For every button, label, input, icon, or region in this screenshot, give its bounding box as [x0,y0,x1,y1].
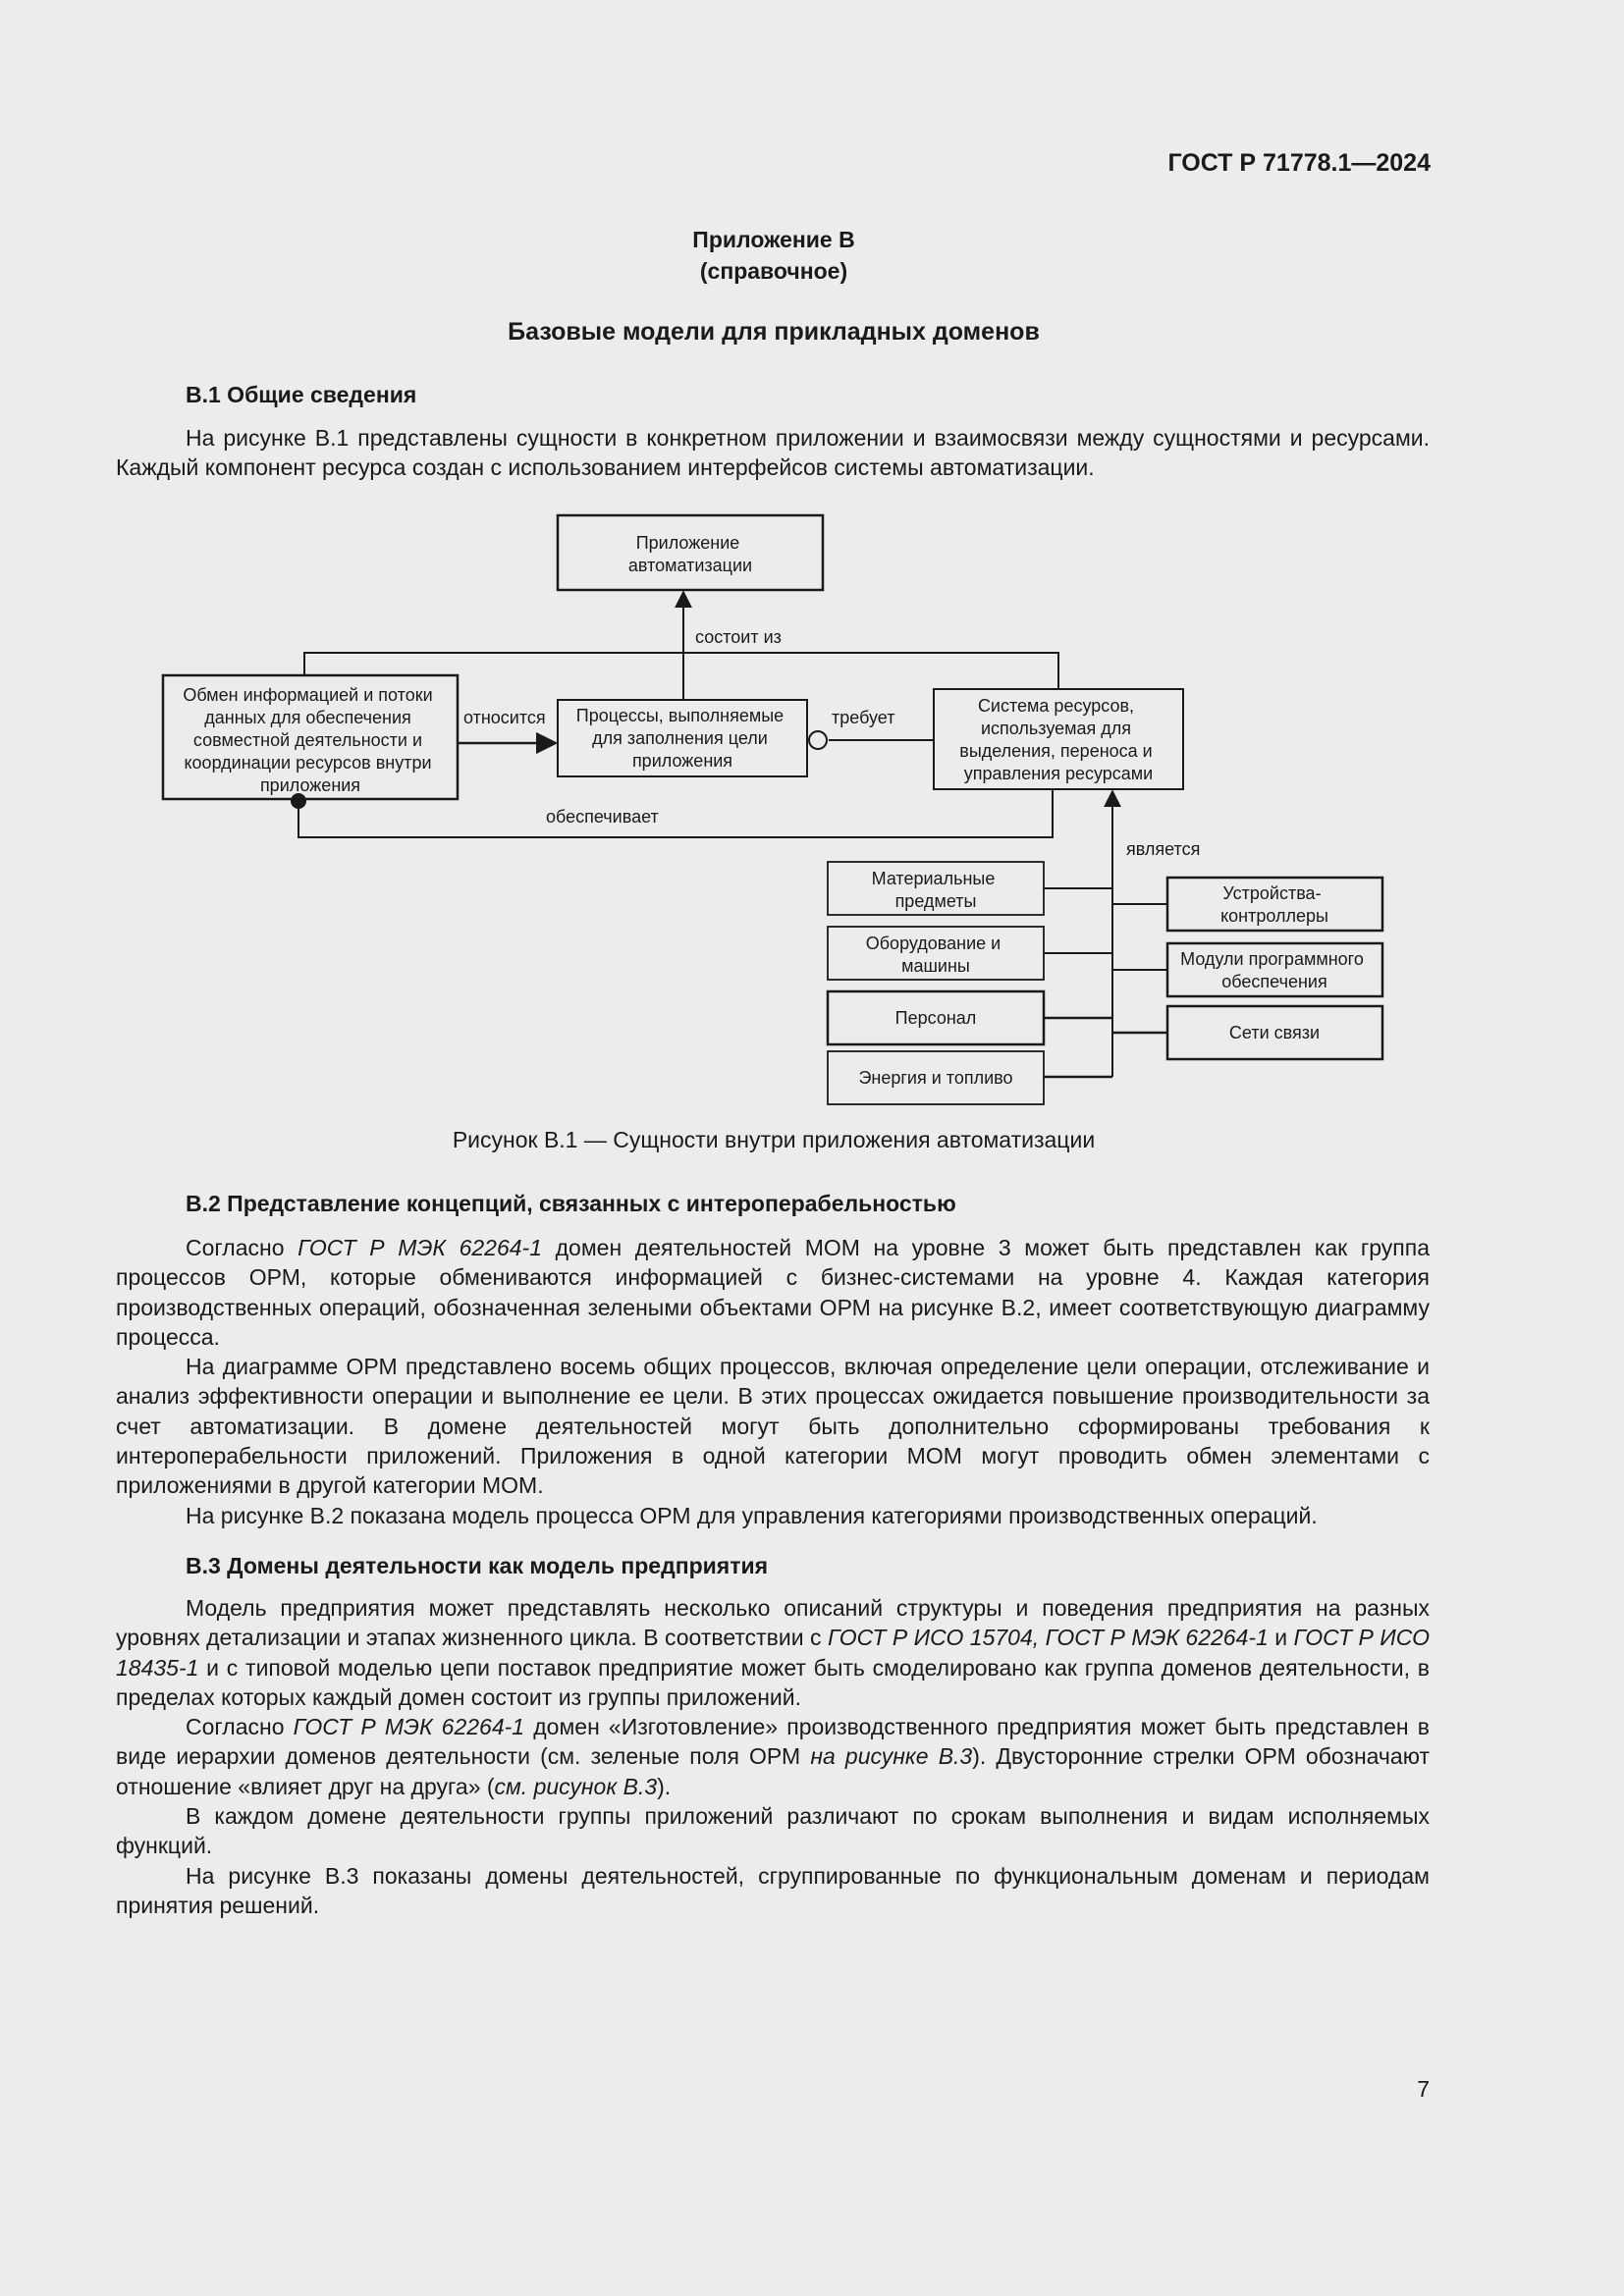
annex-subtitle: (справочное) [699,258,848,284]
paragraph: Модель предприятия может представлять несколько описаний структуры и поведения предприятия на разных уровнях детализации и этапах жизненного цикла. В соответствии с ГОСТ Р ИСО 15704, ГОСТ Р МЭК 62264-1 и ГОСТ Р ИСО 18435-1 и с типовой моделью цепи поставок предприятие может быть смоделировано как группа доменов деятельности, в пределах которых каждый домен состоит из группы приложений. [116,1595,1430,1710]
paragraph: Согласно ГОСТ Р МЭК 62264-1 домен «Изготовление» производственного предприятия может быть представлен в виде иерархии доменов деятельности (см. зеленые поля ОРМ на рисунке В.3). Двусторонние стрелки ОРМ обозначают отношение «влияет друг на друга» (см. рисунок В.3). [116,1714,1430,1799]
connector-provides [298,789,1053,837]
paragraph: На рисунке В.3 показаны домены деятельностей, сгруппированные по функциональным доменам и периодам принятия решений. [116,1862,1430,1918]
standard-reference: ГОСТ Р ИСО 15704, ГОСТ Р МЭК 62264-1 [827,1625,1269,1651]
label-is-a: является [1126,839,1201,859]
text-controllers: Устройства- контроллеры [1220,883,1328,926]
figure-reference: на рисунке В.3 [810,1743,973,1770]
text-resource-system: Система ресурсов, используемая для выделения, переноса и управления ресурсами [959,696,1154,783]
annex-title: Приложение В [692,227,855,252]
page-number: 7 [1417,2076,1430,2102]
paragraph: На рисунке В.2 показана модель процесса ОРМ для управления категориями производственных операций. [186,1502,1318,1528]
section-b3-text [116,1593,1430,1920]
box-automation-app [558,515,823,590]
text-automation-app: Приложение автоматизации [627,533,753,575]
provides-filled-dot [291,793,306,809]
standard-reference: ГОСТ Р МЭК 62264-1 [293,1714,525,1740]
annex-heading: Базовые модели для прикладных доменов [508,318,1040,346]
label-consists-of: состоит из [695,627,782,647]
text-personnel: Персонал [894,1008,977,1028]
paragraph: Согласно ГОСТ Р МЭК 62264-1 домен деятельностей МОМ на уровне 3 может быть представлен как группа процессов ОРМ, которые обмениваются информацией с бизнес-системами на уровне 4. Каждая категория производственных операций, обозначенная зелеными объектами ОРМ на рисунке В.2, имеет соответствующую диаграмму процесса. [116,1235,1430,1350]
section-heading-b3: В.3 Домены деятельности как модель предприятия [186,1553,769,1578]
text-networks: Сети связи [1228,1023,1321,1042]
text-info-exchange: Обмен информацией и потоки данных для обеспечения совместной деятельности и координации ресурсов внутри приложения [183,685,433,795]
standard-reference: ГОСТ Р ИСО 18435-1 [116,1625,1430,1681]
paragraph: На диаграмме ОРМ представлено восемь общих процессов, включая определение цели операции, отслеживание и анализ эффективности операции и выполнение ее цели. В этих процессах ожидается повышение производительности за счет автоматизации. В домене деятельностей могут быть дополнительно сформированы требования к интероперабельности приложений. Приложения в одной категории МОМ могут проводить обмен элементами с приложениями в другой категории МОМ. [116,1354,1430,1499]
paragraph: В каждом домене деятельности группы приложений различают по срокам выполнения и видам исполняемых функций. [116,1803,1430,1859]
text-equipment: Оборудование и машины [865,934,1001,976]
requires-open-circle [809,731,827,749]
label-provides: обеспечивает [546,807,659,827]
standard-reference: ГОСТ Р МЭК 62264-1 [298,1235,542,1260]
section-heading-b1: В.1 Общие сведения [186,382,417,407]
text-material: Материальные предметы [871,869,996,911]
standard-code: ГОСТ Р 71778.1—2024 [1167,149,1431,177]
connector-consists-of [304,653,1058,689]
text-software: Модули программного обеспечения [1180,949,1364,991]
section-b2-text [116,1233,1430,1530]
text-energy: Энергия и топливо [858,1068,1013,1088]
label-requires: требует [832,708,895,727]
figure-caption: Рисунок В.1 — Сущности внутри приложения автоматизации [452,1127,1096,1152]
text-processes: Процессы, выполняемые для заполнения цели приложения [575,706,785,771]
figure-reference: см. рисунок В.3 [494,1773,658,1799]
section-heading-b2: В.2 Представление концепций, связанных с интероперабельностью [186,1191,956,1216]
paragraph: На рисунке В.1 представлены сущности в конкретном приложении и взаимосвязи между сущностями и ресурсами. Каждый компонент ресурса создан с использованием интерфейсов системы автоматизации. [116,425,1430,481]
label-relates-to: относится [463,708,546,727]
